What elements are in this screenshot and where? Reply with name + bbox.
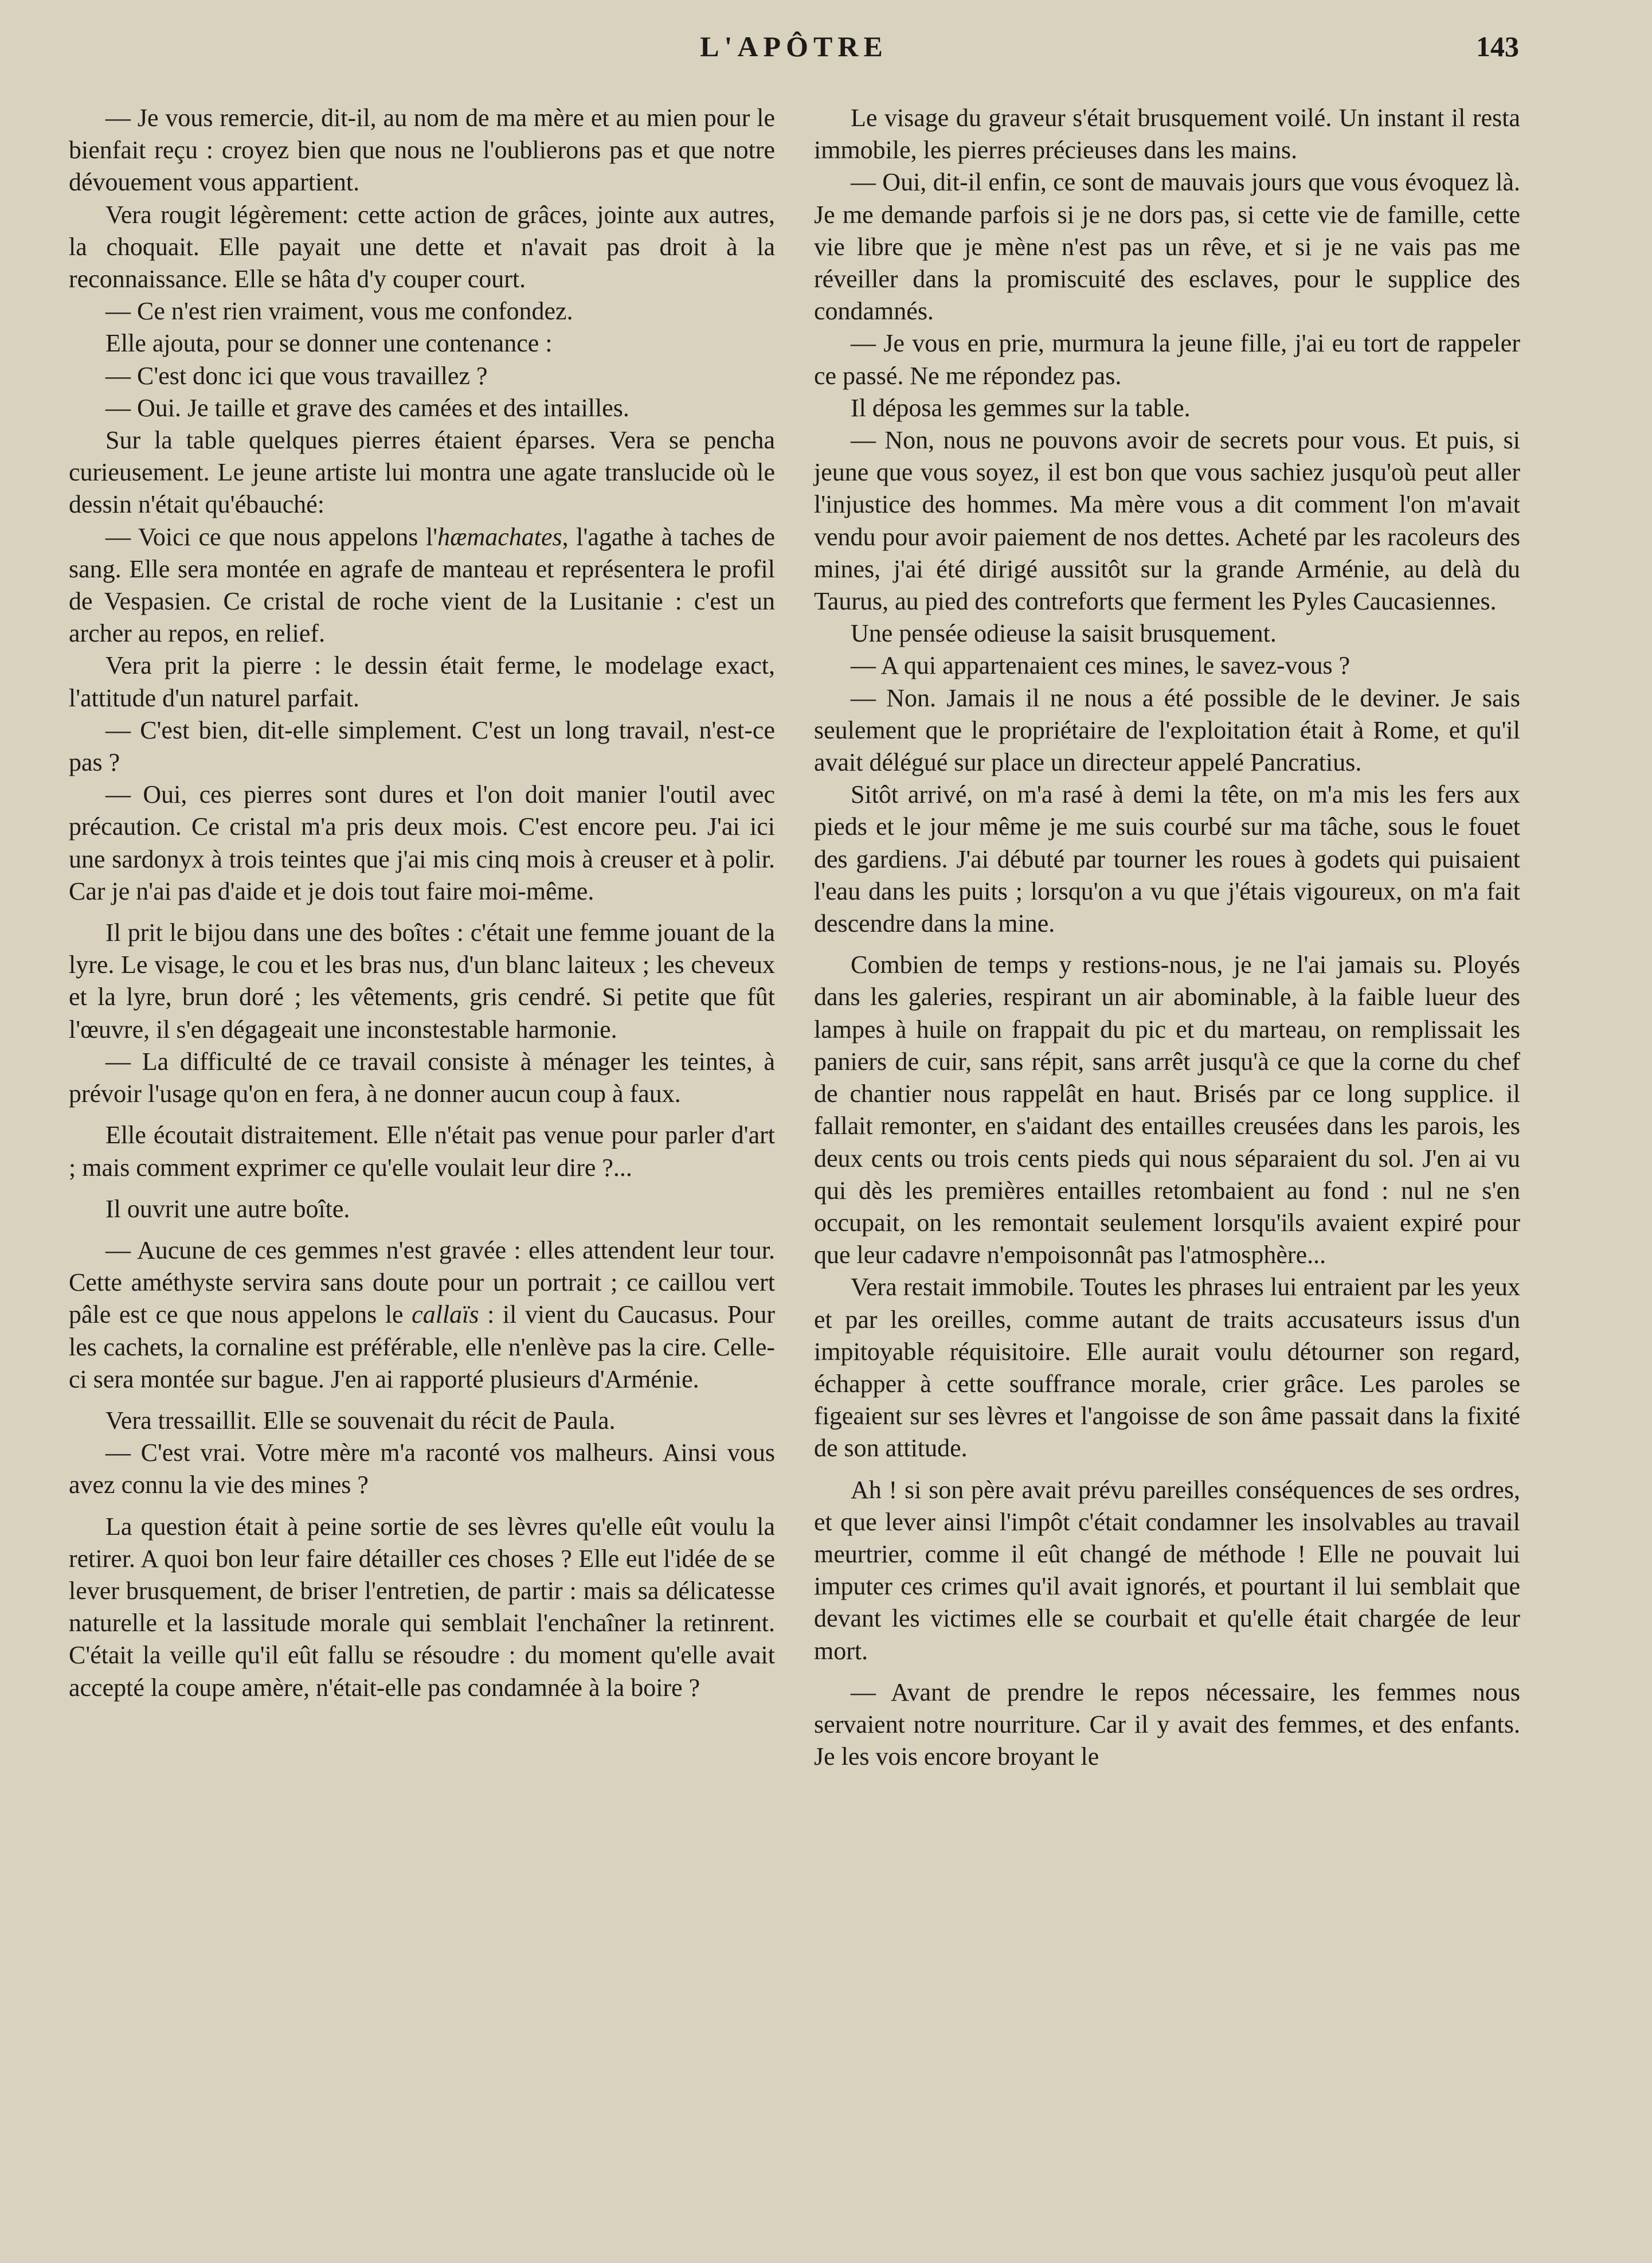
- paragraph: Sur la table quelques pierres étaient éparses. Vera se pencha curieusement. Le jeune artiste lui montra une agate translucide où le dessin n'était qu'ébauché:: [69, 426, 775, 519]
- left-text-column: [69, 102, 775, 1704]
- paragraph-text: : il vient du Caucasus. Pour les cachets, la cornaline est préférable, elle n'enlève pas la cire. Celle-ci sera montée sur bague. J'en ai rapporté plusieurs d'Arménie.: [69, 1300, 775, 1393]
- paragraph: — C'est bien, dit-elle simplement. C'est un long travail, n'est-ce pas ?: [69, 716, 775, 777]
- paragraph: — A qui appartenaient ces mines, le savez-vous ?: [851, 651, 1350, 680]
- paragraph: Vera prit la pierre : le dessin était ferme, le modelage exact, l'attitude d'un naturel parfait.: [69, 651, 775, 712]
- paragraph: — Je vous en prie, murmura la jeune fille, j'ai eu tort de rappeler ce passé. Ne me répondez pas.: [814, 329, 1520, 390]
- paragraph: — La difficulté de ce travail consiste à ménager les teintes, à prévoir l'usage qu'on en fera, à ne donner aucun coup à faux.: [69, 1047, 775, 1108]
- paragraph: Combien de temps y restions-nous, je ne l'ai jamais su. Ployés dans les galeries, respirant un air abominable, à la faible lueur des lampes à huile on frappait du pic et du marteau, on remplissait les paniers de cuir, sans répit, sans arrêt jusqu'à ce que la corne du chef de chantier nous rappelât en haut. Brisés par ce long supplice. il fallait remonter, en s'aidant des entailles creusées dans les parois, les deux cents ou trois cents pieds qui nous séparaient du sol. J'en ai vu qui dès les premières entailles retombaient au fond : nul ne s'en occupait, on les remontait seulement lorsqu'ils avaient expiré pour que leur cadavre n'empoisonnât pas l'atmosphère...: [814, 951, 1520, 1269]
- page-number: 143: [1476, 30, 1519, 62]
- paragraph: La question était à peine sortie de ses lèvres qu'elle eût voulu la retirer. A quoi bon leur faire détailler ces choses ? Elle eut l'idée de se lever brusquement, de briser l'entretien, de partir : mais sa délicatesse naturelle et la lassitude morale qui semblait l'enchaîner la retinrent. C'était la veille qu'il eût fallu se résoudre : du moment qu'elle avait accepté la coupe amère, n'était-elle pas condamnée à la boire ?: [69, 1512, 775, 1702]
- paragraph: Il déposa les gemmes sur la table.: [851, 393, 1191, 422]
- italic-term: callaïs: [412, 1300, 479, 1329]
- paragraph: — Ce n'est rien vraiment, vous me confondez.: [105, 297, 573, 326]
- page-header: [69, 25, 1519, 65]
- paragraph: — Avant de prendre le repos nécessaire, les femmes nous servaient notre nourriture. Car il y avait des femmes, et des enfants. Je les vois encore broyant le: [814, 1678, 1520, 1771]
- paragraph: Une pensée odieuse la saisit brusquement.: [851, 619, 1277, 648]
- paragraph: Sitôt arrivé, on m'a rasé à demi la tête, on m'a mis les fers aux pieds et le jour même je me suis courbé sur ma tâche, sous le fouet des gardiens. J'ai débuté par tourner les roues à godets qui puisaient l'eau dans les puits ; lorsqu'on a vu que j'étais vigoureux, on m'a fait descendre dans la mine.: [814, 780, 1520, 938]
- paragraph: Vera rougit légèrement: cette action de grâces, jointe aux autres, la choquait. Elle payait une dette et n'avait pas droit à la reconnaissance. Elle se hâta d'y couper court.: [69, 200, 775, 294]
- paragraph: — Oui, ces pierres sont dures et l'on doit manier l'outil avec précaution. Ce cristal m'a pris deux mois. C'est encore peu. J'ai ici une sardonyx à trois teintes que j'ai mis cinq mois à creuser et à polir. Car je n'ai pas d'aide et je dois tout faire moi-même.: [69, 780, 775, 905]
- paragraph: Vera restait immobile. Toutes les phrases lui entraient par les yeux et par les oreilles, comme autant de traits accusateurs issus d'un impitoyable réquisitoire. Elle aurait voulu détourner son regard, échapper à cette souffrance morale, crier grâce. Les paroles se figeaient sur ses lèvres et l'angoisse de son âme passait dans la fixité de son attitude.: [814, 1273, 1520, 1463]
- running-title: L'APÔTRE: [700, 30, 888, 62]
- paragraph: — C'est donc ici que vous travaillez ?: [105, 361, 488, 390]
- right-text-column: [814, 102, 1520, 1773]
- paragraph: — Oui, dit-il enfin, ce sont de mauvais jours que vous évoquez là. Je me demande parfois si je ne dors pas, si cette vie de famille, cette vie libre que je mène n'est pas un rêve, et si je ne vais pas me réveiller dans la promiscuité des esclaves, pour le supplice des condamnés.: [814, 168, 1520, 326]
- paragraph-text: — Aucune de ces gemmes n'est gravée : elles attendent leur tour. Cette améthyste servira sans doute pour un portrait ; ce caillou vert pâle est ce que nous appelons le: [69, 1236, 775, 1329]
- paragraph: Elle ajouta, pour se donner une contenance :: [105, 329, 553, 358]
- paragraph: — Je vous remercie, dit-il, au nom de ma mère et au mien pour le bienfait reçu : croyez bien que nous ne l'oublierons pas et que notre dévouement vous appartient.: [69, 104, 775, 197]
- paragraph: [69, 1234, 775, 1396]
- paragraph: Vera tressaillit. Elle se souvenait du récit de Paula.: [105, 1406, 616, 1435]
- paragraph: Il ouvrit une autre boîte.: [105, 1194, 350, 1223]
- paragraph-text: — Voici ce que nous appelons l': [105, 522, 438, 551]
- paragraph: [69, 521, 775, 650]
- paragraph: — Oui. Je taille et grave des camées et des intailles.: [105, 393, 629, 422]
- paragraph: — C'est vrai. Votre mère m'a raconté vos malheurs. Ainsi vous avez connu la vie des mines ?: [69, 1439, 775, 1499]
- paragraph: Ah ! si son père avait prévu pareilles conséquences de ses ordres, et que lever ainsi l'impôt c'était condamner les insolvables au travail meurtrier, comme il eût changé de méthode ! Elle ne pouvait lui imputer ces crimes qu'il avait ignorés, et pourtant il lui semblait que devant les victimes elle se courbait et qu'elle était chargée de leur mort.: [814, 1475, 1520, 1665]
- paragraph: — Non, nous ne pouvons avoir de secrets pour vous. Et puis, si jeune que vous soyez, il est bon que vous sachiez jusqu'où peut aller l'injustice des hommes. Ma mère vous a dit comment l'on m'avait vendu pour avoir paiement de nos dettes. Acheté par les racoleurs des mines, j'ai été dirigé aussitôt sur la grande Arménie, au delà du Taurus, au pied des contreforts que ferment les Pyles Caucasiennes.: [814, 426, 1520, 616]
- paragraph: — Non. Jamais il ne nous a été possible de le deviner. Je sais seulement que le propriétaire de l'exploitation était à Rome, et qu'il avait délégué sur place un directeur appelé Pancratius.: [814, 683, 1520, 777]
- paragraph: Le visage du graveur s'était brusquement voilé. Un instant il resta immobile, les pierres précieuses dans les mains.: [814, 104, 1520, 165]
- paragraph: Elle écoutait distraitement. Elle n'était pas venue pour parler d'art ; mais comment exprimer ce qu'elle voulait leur dire ?...: [69, 1121, 775, 1182]
- paragraph-text: , l'agathe à taches de sang. Elle sera montée en agrafe de manteau et représentera le profil de Vespasien. Ce cristal de roche vient de la Lusitanie : c'est un archer au repos, en relief.: [69, 522, 775, 648]
- paragraph: Il prit le bijou dans une des boîtes : c'était une femme jouant de la lyre. Le visage, le cou et les bras nus, d'un blanc laiteux ; les cheveux et la lyre, brun doré ; les vêtements, gris cendré. Si petite que fût l'œuvre, il s'en dégageait une inconstestable harmonie.: [69, 919, 775, 1043]
- italic-term: hæmachates: [437, 522, 562, 551]
